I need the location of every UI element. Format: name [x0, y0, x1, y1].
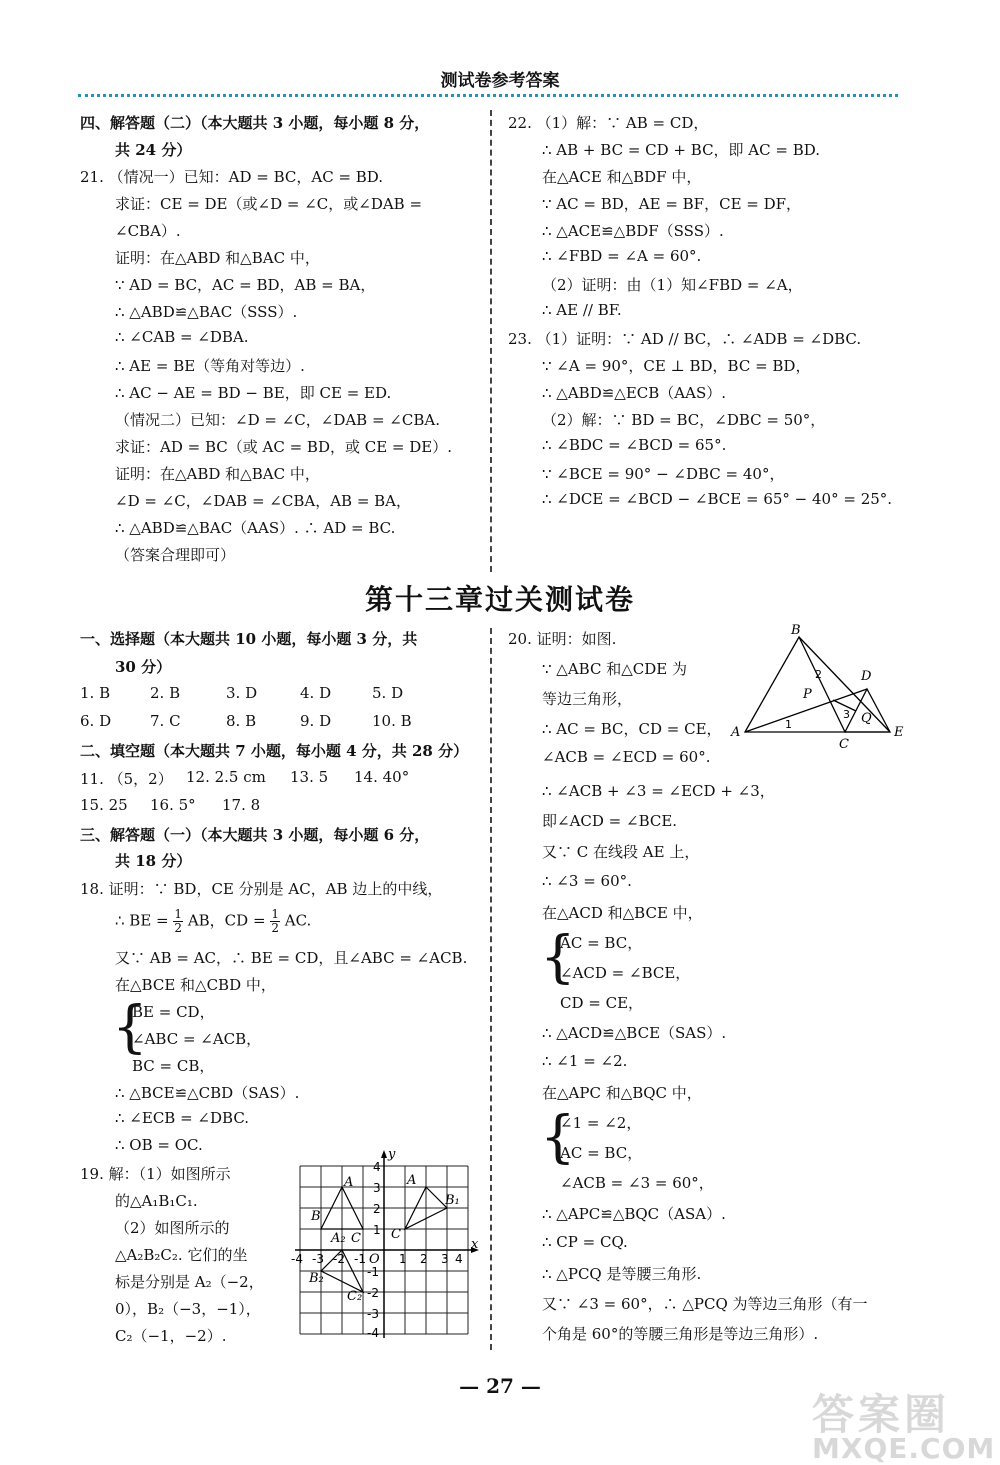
- system-brace: {: [540, 925, 576, 990]
- q19-line: △A₂B₂C₂. 它们的坐: [115, 1246, 248, 1264]
- one-half-fraction: [270, 908, 280, 935]
- q23-line: ∴ ∠BDC = ∠BCD = 65°.: [542, 436, 727, 454]
- mc-answer: 4. D: [300, 684, 332, 702]
- x-tick-label: -3: [312, 1252, 324, 1266]
- mc-answer: 8. B: [226, 712, 257, 730]
- q21-line: ∴ AC − AE = BD − BE，即 CE = ED.: [115, 384, 392, 402]
- q21-line: ∵ AD = BC，AC = BD，AB = BA，: [115, 276, 376, 294]
- angle-1-label: 1: [785, 718, 792, 731]
- fill-answer: 15. 25: [80, 796, 128, 814]
- point-b2-label: B₂: [309, 1271, 324, 1286]
- y-tick-label: -2: [367, 1286, 379, 1300]
- page-header: 测试卷参考答案: [440, 71, 560, 91]
- point-c-label: C: [839, 737, 849, 752]
- q19-coordinate-grid-figure: [285, 1148, 485, 1343]
- q18-line: ∴ △BCE≌△CBD（SAS）.: [115, 1084, 300, 1102]
- point-a2-label: A₂: [331, 1231, 346, 1246]
- point-b-label: B: [311, 1209, 321, 1224]
- q18-text: ∴ BE =: [115, 911, 169, 930]
- q23-line: ∵ ∠BCE = 90° − ∠DBC = 40°，: [542, 465, 785, 483]
- q18-system-line: BC = CB，: [132, 1057, 215, 1075]
- section-4-heading: 四、解答题（二）（本大题共 3 小题，每小题 8 分，: [80, 114, 430, 132]
- q20-line: ∴ △ACD≌△BCE（SAS）.: [542, 1024, 727, 1042]
- x-axis-label: x: [471, 1237, 479, 1252]
- y-axis-label: y: [388, 1148, 396, 1162]
- angle-3-label: 3: [843, 708, 850, 721]
- q21-line: ∴ AE = BE（等角对等边）.: [115, 357, 305, 375]
- q20-line: ∴ △APC≌△BQC（ASA）.: [542, 1205, 726, 1223]
- q20-line: ∴ AC = BC，CD = CE，: [542, 720, 722, 738]
- q20-system-line: CD = CE，: [560, 994, 644, 1012]
- q20-line: 即∠ACD = ∠BCE.: [542, 812, 678, 830]
- q20-system-line: AC = BC，: [560, 1144, 643, 1162]
- mc-answer: 1. B: [80, 684, 111, 702]
- equilateral-triangle-abc: [745, 637, 845, 732]
- q20-line: ∵ △ABC 和△CDE 为: [542, 660, 687, 678]
- q22-line: ∴ AE // BF.: [542, 301, 622, 319]
- section-3-heading: 三、解答题（一）（本大题共 3 小题，每小题 6 分，: [80, 826, 430, 844]
- q20-line: 又∵ ∠3 = 60°，∴ △PCQ 为等边三角形（有一: [542, 1295, 868, 1313]
- point-a1-label: A: [407, 1173, 417, 1188]
- q23-line: 23. （1）证明：∵ AD // BC，∴ ∠ADB = ∠DBC.: [508, 330, 862, 348]
- fill-answer: 17. 8: [222, 796, 261, 814]
- fill-answer: 11. （5，2）: [80, 770, 173, 788]
- point-a-label: A: [731, 725, 741, 740]
- point-b1-label: B₁: [445, 1193, 460, 1208]
- page-number: — 27 —: [459, 1374, 541, 1398]
- watermark: [812, 1382, 995, 1465]
- q21-line: ∴ △ABD≌△BAC（SSS）.: [115, 303, 298, 321]
- q20-line: 20. 证明：如图.: [508, 630, 617, 648]
- q23-line: ∴ △ABD≌△ECB（AAS）.: [542, 384, 726, 402]
- q21-line: ∠CBA）.: [115, 222, 181, 240]
- point-q-label: Q: [861, 711, 872, 726]
- q18-line: ∴ ∠ECB = ∠DBC.: [115, 1109, 250, 1127]
- q22-line: ∴ △ACE≌△BDF（SSS）.: [542, 222, 724, 240]
- fill-answer: 13. 5: [290, 768, 329, 786]
- fill-answer: 12. 2.5 cm: [186, 768, 266, 786]
- y-axis-arrow: [381, 1150, 387, 1158]
- q20-triangle-figure: [725, 622, 915, 752]
- fill-answer: 14. 40°: [354, 768, 410, 786]
- q20-line: ∴ ∠3 = 60°.: [542, 872, 632, 890]
- q23-line: （2）解：∵ BD = BC，∠DBC = 50°，: [542, 411, 826, 429]
- section-2-heading: 二、填空题（本大题共 7 小题，每小题 4 分，共 28 分）: [80, 742, 469, 760]
- q18-line: 18. 证明：∵ BD，CE 分别是 AC，AB 边上的中线，: [80, 880, 443, 898]
- section-4-heading-cont: 共 24 分）: [115, 141, 192, 159]
- q18-system-line: ∠ABC = ∠ACB，: [132, 1030, 262, 1048]
- q20-system-line: ∠ACB = ∠3 = 60°，: [560, 1174, 714, 1192]
- fraction-denominator: 2: [174, 921, 183, 935]
- watermark-text: 答案圈: [812, 1390, 951, 1439]
- q18-line: 在△BCE 和△CBD 中，: [115, 976, 276, 994]
- chapter-title: 第十三章过关测试卷: [364, 583, 635, 616]
- x-tick-label: 3: [441, 1252, 449, 1266]
- x-tick-label: -2: [333, 1252, 345, 1266]
- q20-line: 等边三角形，: [542, 690, 633, 708]
- q21-line: ∴ ∠CAB = ∠DBA.: [115, 328, 249, 346]
- q20-system-line: ∠ACD = ∠BCE，: [560, 964, 691, 982]
- q22-line: 22. （1）解：∵ AB = CD，: [508, 114, 709, 132]
- q20-system-line: ∠1 = ∠2，: [560, 1114, 642, 1132]
- mc-answer: 2. B: [150, 684, 181, 702]
- system-brace: {: [112, 995, 148, 1060]
- y-tick-label: 2: [373, 1202, 381, 1216]
- header-rule: [78, 94, 898, 97]
- q19-line: 19. 解：（1）如图所示: [80, 1165, 231, 1183]
- mc-answer: 3. D: [226, 684, 258, 702]
- q20-system-line: AC = BC，: [560, 934, 643, 952]
- q20-line: ∴ △PCQ 是等腰三角形.: [542, 1265, 702, 1283]
- x-tick-label: 4: [455, 1252, 463, 1266]
- mc-answer: 6. D: [80, 712, 112, 730]
- q18-line: ∴ OB = OC.: [115, 1136, 203, 1154]
- q21-line: （答案合理即可）: [115, 546, 236, 564]
- column-divider-top: [490, 110, 492, 572]
- q22-line: ∴ ∠FBD = ∠A = 60°.: [542, 247, 702, 265]
- x-tick-label: 1: [399, 1252, 407, 1266]
- q21-line: 证明：在△ABD 和△BAC 中，: [115, 249, 320, 267]
- mc-answer: 10. B: [372, 712, 412, 730]
- q21-line: 证明：在△ABD 和△BAC 中，: [115, 465, 320, 483]
- q19-line: C₂（−1，−2）.: [115, 1327, 227, 1345]
- q20-line: ∠ACB = ∠ECD = 60°.: [542, 748, 711, 766]
- fill-answer: 16. 5°: [150, 796, 196, 814]
- x-tick-label: -4: [291, 1252, 303, 1266]
- q18-line: 又∵ AB = AC，∴ BE = CD，且∠ABC = ∠ACB.: [115, 949, 468, 967]
- x-tick-label: 2: [420, 1252, 428, 1266]
- q19-line: （2）如图所示的: [115, 1219, 230, 1237]
- system-brace: {: [540, 1105, 576, 1170]
- angle-2-label: 2: [815, 668, 822, 681]
- fraction-denominator: 2: [271, 921, 279, 935]
- section-1-heading: 一、选择题（本大题共 10 小题，每小题 3 分，共: [80, 630, 418, 648]
- one-half-fraction: [173, 908, 183, 935]
- section-3-heading-cont: 共 18 分）: [115, 852, 192, 870]
- q21-line: ∠D = ∠C，∠DAB = ∠CBA，AB = BA，: [115, 492, 412, 510]
- q23-line: ∵ ∠A = 90°，CE ⊥ BD，BC = BD，: [542, 357, 811, 375]
- mc-answer: 5. D: [372, 684, 404, 702]
- q20-line: 在△APC 和△BQC 中，: [542, 1084, 702, 1102]
- fraction-numerator: 1: [271, 907, 279, 921]
- q21-line: ∴ △ABD≌△BAC（AAS）. ∴ AD = BC.: [115, 519, 396, 537]
- point-e-label: E: [894, 725, 904, 740]
- q18-fraction-line: [115, 908, 311, 935]
- point-c1-label: C: [391, 1227, 401, 1242]
- q21-line: （情况二）已知：∠D = ∠C，∠DAB = ∠CBA.: [115, 411, 440, 429]
- point-c2-label: C₂: [347, 1289, 363, 1304]
- y-tick-label: 1: [373, 1223, 381, 1237]
- q18-text: AB，CD =: [187, 911, 266, 930]
- q18-text: AC.: [284, 911, 312, 930]
- q22-line: （2）证明：由（1）知∠FBD = ∠A，: [542, 276, 803, 294]
- fraction-numerator: 1: [174, 907, 183, 921]
- q21-line: 求证：CE = DE（或∠D = ∠C，或∠DAB =: [115, 195, 423, 213]
- q22-line: ∵ AC = BD，AE = BF，CE = DF，: [542, 195, 802, 213]
- y-tick-label: -4: [367, 1326, 379, 1340]
- point-b-label: B: [791, 623, 801, 638]
- y-tick-label: 3: [373, 1181, 381, 1195]
- q19-line: 的△A₁B₁C₁.: [115, 1192, 198, 1210]
- origin-label: O: [369, 1252, 380, 1267]
- point-c-label: C: [351, 1231, 361, 1246]
- q20-line: 在△ACD 和△BCE 中，: [542, 904, 703, 922]
- q22-line: ∴ AB + BC = CD + BC，即 AC = BD.: [542, 141, 821, 159]
- x-tick-label: -1: [354, 1252, 366, 1266]
- q20-line: ∴ CP = CQ.: [542, 1233, 628, 1251]
- q19-line: 0），B₂（−3，−1），: [115, 1300, 261, 1318]
- q19-line: 标是分别是 A₂（−2，: [115, 1273, 264, 1291]
- q20-line: 又∵ C 在线段 AE 上，: [542, 843, 700, 861]
- q20-line: ∴ ∠ACB + ∠3 = ∠ECD + ∠3，: [542, 782, 775, 800]
- mc-answer: 7. C: [150, 712, 181, 730]
- y-tick-label: -1: [367, 1265, 379, 1279]
- point-p-label: P: [803, 687, 812, 702]
- q21-line: 求证：AD = BC（或 AC = BD，或 CE = DE）.: [115, 438, 453, 456]
- watermark-url: MXQE.COM: [812, 1432, 996, 1465]
- q21-line: 21. （情况一）已知：AD = BC，AC = BD.: [80, 168, 384, 186]
- q22-line: 在△ACE 和△BDF 中，: [542, 168, 702, 186]
- q20-line: ∴ ∠1 = ∠2.: [542, 1052, 628, 1070]
- point-d-label: D: [861, 669, 872, 684]
- section-1-heading-cont: 30 分）: [115, 658, 172, 676]
- point-a-label: A: [344, 1175, 354, 1190]
- q23-line: ∴ ∠DCE = ∠BCD − ∠BCE = 65° − 40° = 25°.: [542, 490, 893, 508]
- q20-line: 个角是 60°的等腰三角形是等边三角形）.: [542, 1325, 819, 1343]
- q18-system-line: BE = CD，: [132, 1003, 215, 1021]
- mc-answer: 9. D: [300, 712, 332, 730]
- y-tick-label: 4: [373, 1160, 381, 1174]
- y-tick-label: -3: [367, 1307, 379, 1321]
- column-divider-bottom: [490, 628, 492, 1350]
